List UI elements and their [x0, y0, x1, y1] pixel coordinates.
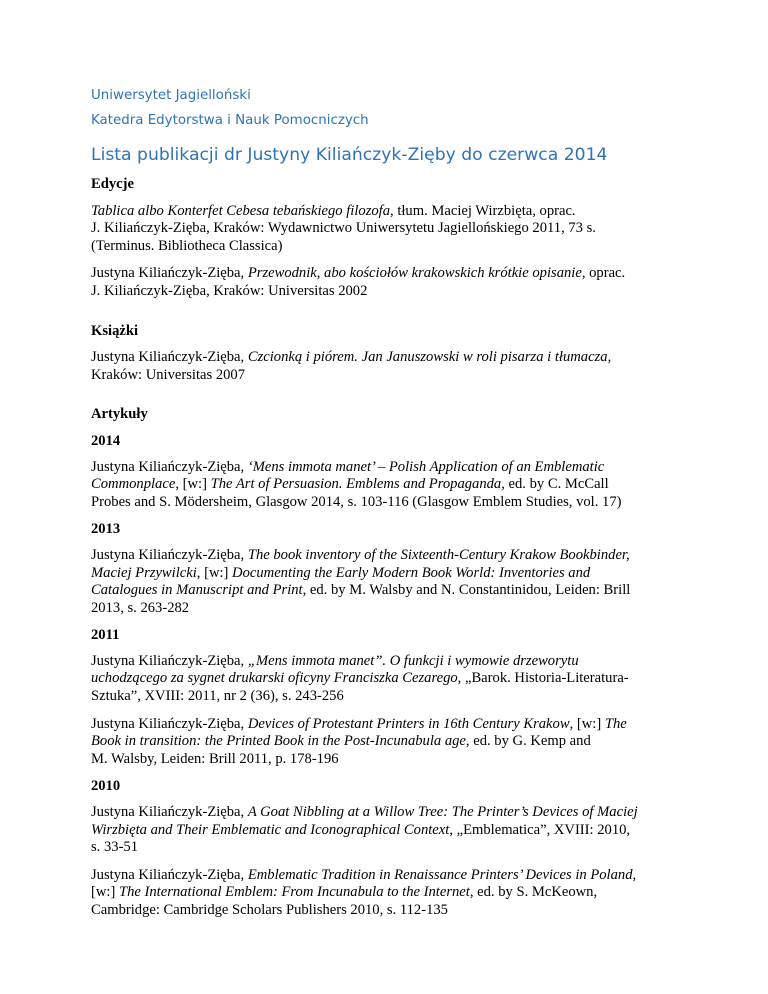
- entry-title-text: Maciej Przywilcki: [91, 564, 197, 581]
- publication-entry: [91, 203, 680, 256]
- entry-text: , [w:]: [196, 564, 233, 581]
- entry-title-text: ‘Mens immota manet’ – Polish Application of an Emblematic: [247, 458, 605, 475]
- entry-text: [w:]: [91, 884, 119, 901]
- entry-line: Sztuka”, XVIII: 2011, nr 2 (36), s. 243-256: [91, 688, 344, 705]
- entry-text: Justyna Kiliańczyk-Zięba,: [91, 458, 248, 475]
- entry-line: [91, 733, 680, 751]
- entry-title-text: The: [604, 715, 627, 732]
- year-heading: 2011: [91, 627, 120, 644]
- entry-title-text: Commonplace: [91, 476, 176, 493]
- department-name: Katedra Edytorstwa i Nauk Pomocniczych: [91, 113, 369, 128]
- publication-entry: [91, 716, 680, 769]
- entry-line: [91, 867, 680, 885]
- entry-text: , tłum. Maciej Wirzbięta, oprac.: [390, 202, 576, 219]
- university-name: Uniwersytet Jagielloński: [91, 88, 251, 103]
- entry-title-text: Documenting the Early Modern Book World: Inventories and: [232, 564, 591, 581]
- section-heading-articles: Artykuły: [91, 406, 148, 423]
- publication-entry: [91, 867, 680, 920]
- year-heading: 2010: [91, 778, 121, 795]
- entry-title-text: Catalogues in Manuscript and Print: [91, 582, 303, 599]
- publication-entry: [91, 547, 680, 617]
- entry-text: Justyna Kiliańczyk-Zięba,: [91, 546, 248, 563]
- year-heading: 2014: [91, 432, 121, 449]
- entry-text: ,: [607, 349, 612, 366]
- entry-line: [91, 565, 680, 583]
- entry-line: [91, 670, 680, 688]
- entry-line: [91, 582, 680, 600]
- entry-line: 2013, s. 263-282: [91, 599, 190, 616]
- entry-text: , [w:]: [175, 476, 211, 493]
- entry-text: Justyna Kiliańczyk-Zięba,: [91, 866, 248, 883]
- year-heading: 2013: [91, 521, 121, 538]
- entry-text: , ed. by M. Walsby and N. Constantinidou, Leiden: Brill: [302, 582, 631, 599]
- entry-title-text: „Mens immota manet”. O funkcji i wymowie drzeworytu: [247, 652, 579, 669]
- entry-line: Cambridge: Cambridge Scholars Publishers 2010, s. 112-135: [91, 902, 448, 918]
- publication-entry: [91, 349, 680, 384]
- entry-line: [91, 265, 680, 283]
- entry-line: Kraków: Universitas 2007: [91, 366, 246, 383]
- entry-line: (Terminus. Bibliotheca Classica): [91, 237, 283, 254]
- entry-line: [91, 349, 680, 367]
- entry-text: , „Emblematica”, XVIII: 2010,: [449, 821, 631, 838]
- entry-title-text: Tablica albo Konterfet Cebesa tebańskiego filozofa: [91, 202, 391, 219]
- document-title: Lista publikacji dr Justyny Kiliańczyk-Zięby do czerwca 2014: [91, 145, 608, 165]
- entry-line: [91, 653, 680, 671]
- entry-text: , ed. by G. Kemp and: [465, 733, 591, 750]
- entry-line: Probes and S. Mödersheim, Glasgow 2014, s. 103-116 (Glasgow Emblem Studies, vol. 17): [91, 493, 622, 510]
- entry-text: Justyna Kiliańczyk-Zięba,: [91, 715, 248, 732]
- entry-line: [91, 459, 680, 477]
- entry-line: M. Walsby, Leiden: Brill 2011, p. 178-196: [91, 750, 339, 767]
- entry-line: J. Kiliańczyk-Zięba, Kraków: Universitas 2002: [91, 282, 368, 299]
- entry-title-text: The book inventory of the Sixteenth-Century Krakow Bookbinder,: [247, 546, 630, 563]
- section-heading-editions: Edycje: [91, 176, 134, 192]
- publication-entry: [91, 459, 680, 512]
- entry-title-text: Book in transition: the Printed Book in the Post-Incunabula age: [91, 733, 466, 750]
- section-heading-books: Książki: [91, 322, 139, 339]
- entry-text: , ed. by S. McKeown,: [469, 884, 598, 901]
- publication-entry: [91, 653, 680, 706]
- entry-title-text: uchodzącego za sygnet drukarski oficyny Franciszka Cezarego: [91, 670, 458, 687]
- entry-text: Justyna Kiliańczyk-Zięba,: [91, 652, 248, 669]
- entry-line: [91, 203, 680, 221]
- entry-line: [91, 716, 680, 734]
- entry-text: , oprac.: [581, 265, 626, 282]
- entry-line: J. Kiliańczyk-Zięba, Kraków: Wydawnictwo Uniwersytetu Jagiellońskiego 2011, 73 s.: [91, 220, 596, 237]
- entry-line: [91, 822, 680, 840]
- publication-entry: [91, 804, 680, 857]
- entry-text: , ed. by C. McCall: [501, 476, 609, 493]
- entry-title-text: Wirzbięta and Their Emblematic and Iconographical Context: [91, 821, 450, 838]
- entry-text: Justyna Kiliańczyk-Zięba,: [91, 265, 248, 282]
- entry-text: Justyna Kiliańczyk-Zięba,: [91, 804, 248, 821]
- entry-line: [91, 884, 680, 902]
- entry-title-text: Przewodnik, abo kościołów krakowskich krótkie opisanie: [247, 265, 582, 282]
- entry-title-text: Czcionką i piórem. Jan Januszowski w roli pisarza i tłumacza: [247, 349, 608, 366]
- entry-title-text: The Art of Persuasion. Emblems and Propaganda: [210, 476, 502, 493]
- entry-title-text: A Goat Nibbling at a Willow Tree: The Printer’s Devices of Maciej: [247, 804, 638, 821]
- entry-title-text: The International Emblem: From Incunabula to the Internet: [118, 884, 470, 901]
- entry-title-text: Devices of Protestant Printers in 16th Century Krakow: [247, 715, 570, 732]
- entry-text: , „Barok. Historia-Literatura-: [457, 670, 629, 687]
- entry-title-text: Emblematic Tradition in Renaissance Printers’ Devices in Poland: [247, 866, 633, 883]
- entry-text: , [w:]: [569, 715, 605, 732]
- entry-line: s. 33-51: [91, 839, 139, 856]
- entry-line: [91, 804, 680, 822]
- publication-entry: [91, 265, 680, 300]
- entry-line: [91, 547, 680, 565]
- entry-line: [91, 476, 680, 494]
- entry-text: Justyna Kiliańczyk-Zięba,: [91, 349, 248, 366]
- entry-text: ,: [632, 866, 637, 883]
